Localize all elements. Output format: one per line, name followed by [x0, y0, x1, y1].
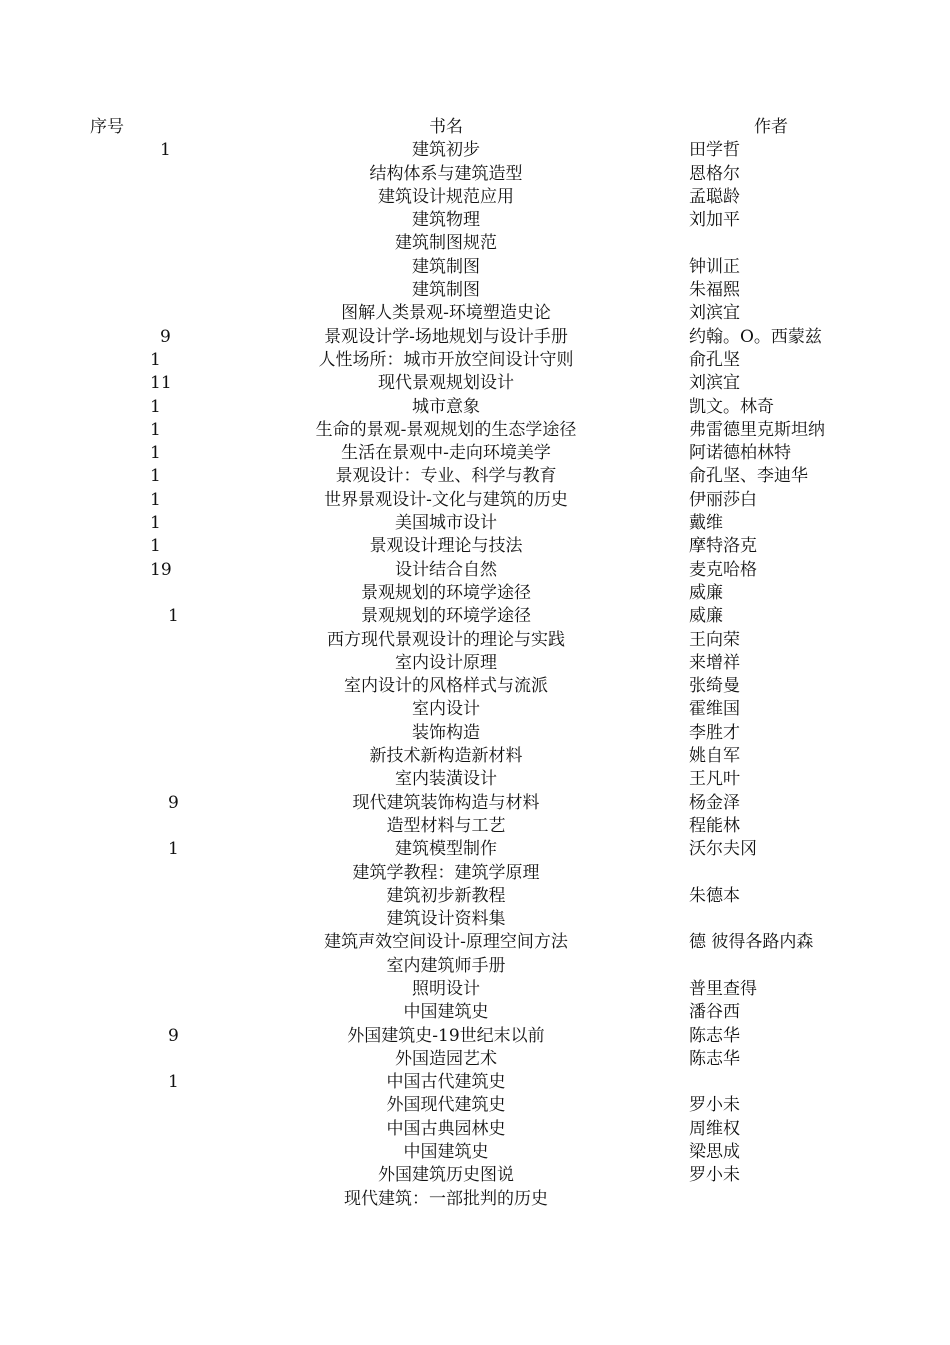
- book-title: 室内建筑师手册: [386, 955, 506, 976]
- book-author: 摩特洛克: [689, 536, 757, 557]
- row-number: 1: [150, 419, 161, 440]
- table-row: [0, 1001, 950, 1024]
- book-title: 西方现代景观设计的理论与实践: [327, 629, 565, 650]
- book-author: 周维权: [689, 1118, 740, 1139]
- book-title: 景观规划的环境学途径: [361, 582, 531, 603]
- book-author: 沃尔夫冈: [689, 839, 757, 860]
- book-title: 世界景观设计-文化与建筑的历史: [324, 489, 568, 510]
- book-title: 建筑初步: [412, 140, 480, 161]
- row-number: 1: [160, 140, 171, 161]
- table-row: [0, 186, 950, 209]
- book-author: 阿诺德柏林特: [689, 443, 791, 464]
- table-row: [0, 885, 950, 908]
- table-row: [0, 302, 950, 325]
- table-row: [0, 1025, 950, 1048]
- table-row: [0, 396, 950, 419]
- book-title: 现代景观规划设计: [378, 373, 514, 394]
- row-number: 1: [168, 1072, 179, 1093]
- book-title: 景观规划的环境学途径: [361, 606, 531, 627]
- table-row: [0, 163, 950, 186]
- book-title: 造型材料与工艺: [386, 815, 506, 836]
- table-row: [0, 978, 950, 1001]
- table-row: [0, 1071, 950, 1094]
- table-row: [0, 326, 950, 349]
- table-row: [0, 209, 950, 232]
- table-row: [0, 838, 950, 861]
- table-row: [0, 792, 950, 815]
- table-row: [0, 815, 950, 838]
- book-author: 李胜才: [689, 722, 740, 743]
- book-title: 结构体系与建筑造型: [369, 163, 523, 184]
- book-author: 威廉: [689, 606, 723, 627]
- book-author: 田学哲: [689, 140, 740, 161]
- table-row: [0, 1048, 950, 1071]
- book-title: 室内装潢设计: [395, 769, 497, 790]
- book-author: 陈志华: [689, 1048, 740, 1069]
- book-title: 建筑制图: [412, 280, 480, 301]
- book-title: 建筑物理: [412, 210, 480, 231]
- table-row: [0, 419, 950, 442]
- table-row: [0, 489, 950, 512]
- book-author: 德 彼得各路内森: [689, 932, 814, 953]
- row-number: 9: [168, 1025, 179, 1046]
- book-author: 程能林: [689, 815, 740, 836]
- book-title: 外国现代建筑史: [386, 1095, 506, 1116]
- row-number: 19: [150, 559, 172, 580]
- table-row: [0, 722, 950, 745]
- header-no: 序号: [90, 117, 124, 137]
- book-title: 生活在景观中-走向环境美学: [341, 443, 551, 464]
- book-title: 装饰构造: [412, 722, 480, 743]
- book-author: 钟训正: [689, 256, 740, 277]
- book-author: 俞孔坚: [689, 349, 740, 370]
- book-title: 景观设计：专业、科学与教育: [335, 466, 557, 487]
- header-row: [0, 116, 950, 139]
- book-author: 姚自军: [689, 746, 740, 767]
- book-title: 城市意象: [412, 396, 480, 417]
- table-row: [0, 629, 950, 652]
- book-title: 中国建筑史: [403, 1002, 489, 1023]
- book-author: 潘谷西: [689, 1002, 740, 1023]
- book-title: 建筑制图规范: [395, 233, 497, 254]
- book-title: 现代建筑：一部批判的历史: [344, 1188, 548, 1209]
- book-author: 凯文。林奇: [689, 396, 774, 417]
- book-title: 中国建筑史: [403, 1142, 489, 1163]
- book-author: 普里查得: [689, 978, 757, 999]
- book-author: 朱德本: [689, 885, 740, 906]
- table-row: [0, 372, 950, 395]
- book-title: 建筑设计规范应用: [378, 186, 514, 207]
- table-row: [0, 1094, 950, 1117]
- table-row: [0, 139, 950, 162]
- row-number: 1: [168, 606, 179, 627]
- book-author: 罗小未: [689, 1165, 740, 1186]
- table-row: [0, 559, 950, 582]
- book-list-sheet: [0, 116, 950, 1211]
- book-rows: [0, 139, 950, 1211]
- row-number: 1: [150, 513, 161, 534]
- table-row: [0, 745, 950, 768]
- book-author: 伊丽莎白: [689, 489, 757, 510]
- book-title: 设计结合自然: [395, 559, 497, 580]
- book-title: 新技术新构造新材料: [369, 746, 523, 767]
- book-title: 景观设计理论与技法: [369, 536, 523, 557]
- book-author: 张绮曼: [689, 676, 740, 697]
- row-number: 1: [150, 466, 161, 487]
- row-number: 1: [150, 489, 161, 510]
- table-row: [0, 535, 950, 558]
- book-title: 照明设计: [412, 978, 480, 999]
- book-title: 图解人类景观-环境塑造史论: [341, 303, 551, 324]
- table-row: [0, 465, 950, 488]
- book-title: 室内设计: [412, 699, 480, 720]
- table-row: [0, 442, 950, 465]
- table-row: [0, 605, 950, 628]
- table-row: [0, 232, 950, 255]
- table-row: [0, 512, 950, 535]
- row-number: 9: [168, 792, 179, 813]
- book-author: 孟聪龄: [689, 186, 740, 207]
- book-author: 梁思成: [689, 1142, 740, 1163]
- book-author: 刘滨宜: [689, 373, 740, 394]
- table-row: [0, 652, 950, 675]
- table-row: [0, 582, 950, 605]
- header-author: 作者: [754, 117, 788, 137]
- book-author: 王向荣: [689, 629, 740, 650]
- table-row: [0, 349, 950, 372]
- book-title: 室内设计的风格样式与流派: [344, 676, 548, 697]
- book-title: 中国古代建筑史: [386, 1072, 506, 1093]
- book-title: 建筑初步新教程: [386, 885, 506, 906]
- table-row: [0, 256, 950, 279]
- book-title: 室内设计原理: [395, 652, 497, 673]
- row-number: 1: [150, 536, 161, 557]
- book-title: 建筑声效空间设计-原理空间方法: [324, 932, 568, 953]
- book-author: 戴维: [689, 513, 723, 534]
- book-author: 霍维国: [689, 699, 740, 720]
- book-title: 景观设计学-场地规划与设计手册: [324, 326, 568, 347]
- table-row: [0, 1164, 950, 1187]
- book-author: 王凡叶: [689, 769, 740, 790]
- book-author: 朱福熙: [689, 280, 740, 301]
- table-row: [0, 675, 950, 698]
- book-author: 威廉: [689, 582, 723, 603]
- book-title: 建筑学教程：建筑学原理: [352, 862, 540, 883]
- row-number: 11: [150, 373, 172, 394]
- book-title: 生命的景观-景观规划的生态学途径: [315, 419, 577, 440]
- header-title: 书名: [429, 117, 463, 137]
- table-row: [0, 698, 950, 721]
- book-title: 中国古典园林史: [386, 1118, 506, 1139]
- book-title: 建筑制图: [412, 256, 480, 277]
- book-title: 现代建筑装饰构造与材料: [352, 792, 540, 813]
- book-author: 约翰。O。西蒙兹: [689, 326, 822, 347]
- table-row: [0, 862, 950, 885]
- row-number: 1: [150, 349, 161, 370]
- book-author: 罗小未: [689, 1095, 740, 1116]
- book-author: 弗雷德里克斯坦纳: [689, 419, 825, 440]
- book-author: 刘加平: [689, 210, 740, 231]
- row-number: 1: [168, 839, 179, 860]
- book-author: 来增祥: [689, 652, 740, 673]
- table-row: [0, 908, 950, 931]
- book-author: 麦克哈格: [689, 559, 757, 580]
- table-row: [0, 279, 950, 302]
- book-author: 刘滨宜: [689, 303, 740, 324]
- table-row: [0, 1141, 950, 1164]
- table-row: [0, 768, 950, 791]
- table-row: [0, 931, 950, 954]
- table-row: [0, 955, 950, 978]
- book-title: 外国建筑历史图说: [378, 1165, 514, 1186]
- book-title: 美国城市设计: [395, 513, 497, 534]
- book-title: 外国造园艺术: [395, 1048, 497, 1069]
- book-author: 恩格尔: [689, 163, 740, 184]
- row-number: 1: [150, 443, 161, 464]
- book-author: 陈志华: [689, 1025, 740, 1046]
- book-author: 俞孔坚、李迪华: [689, 466, 808, 487]
- book-title: 建筑模型制作: [395, 839, 497, 860]
- book-title: 外国建筑史-19世纪末以前: [347, 1025, 545, 1046]
- book-title: 人性场所：城市开放空间设计守则: [318, 349, 574, 370]
- book-author: 杨金泽: [689, 792, 740, 813]
- row-number: 9: [160, 326, 171, 347]
- table-row: [0, 1118, 950, 1141]
- table-row: [0, 1188, 950, 1211]
- book-title: 建筑设计资料集: [386, 909, 506, 930]
- row-number: 1: [150, 396, 161, 417]
